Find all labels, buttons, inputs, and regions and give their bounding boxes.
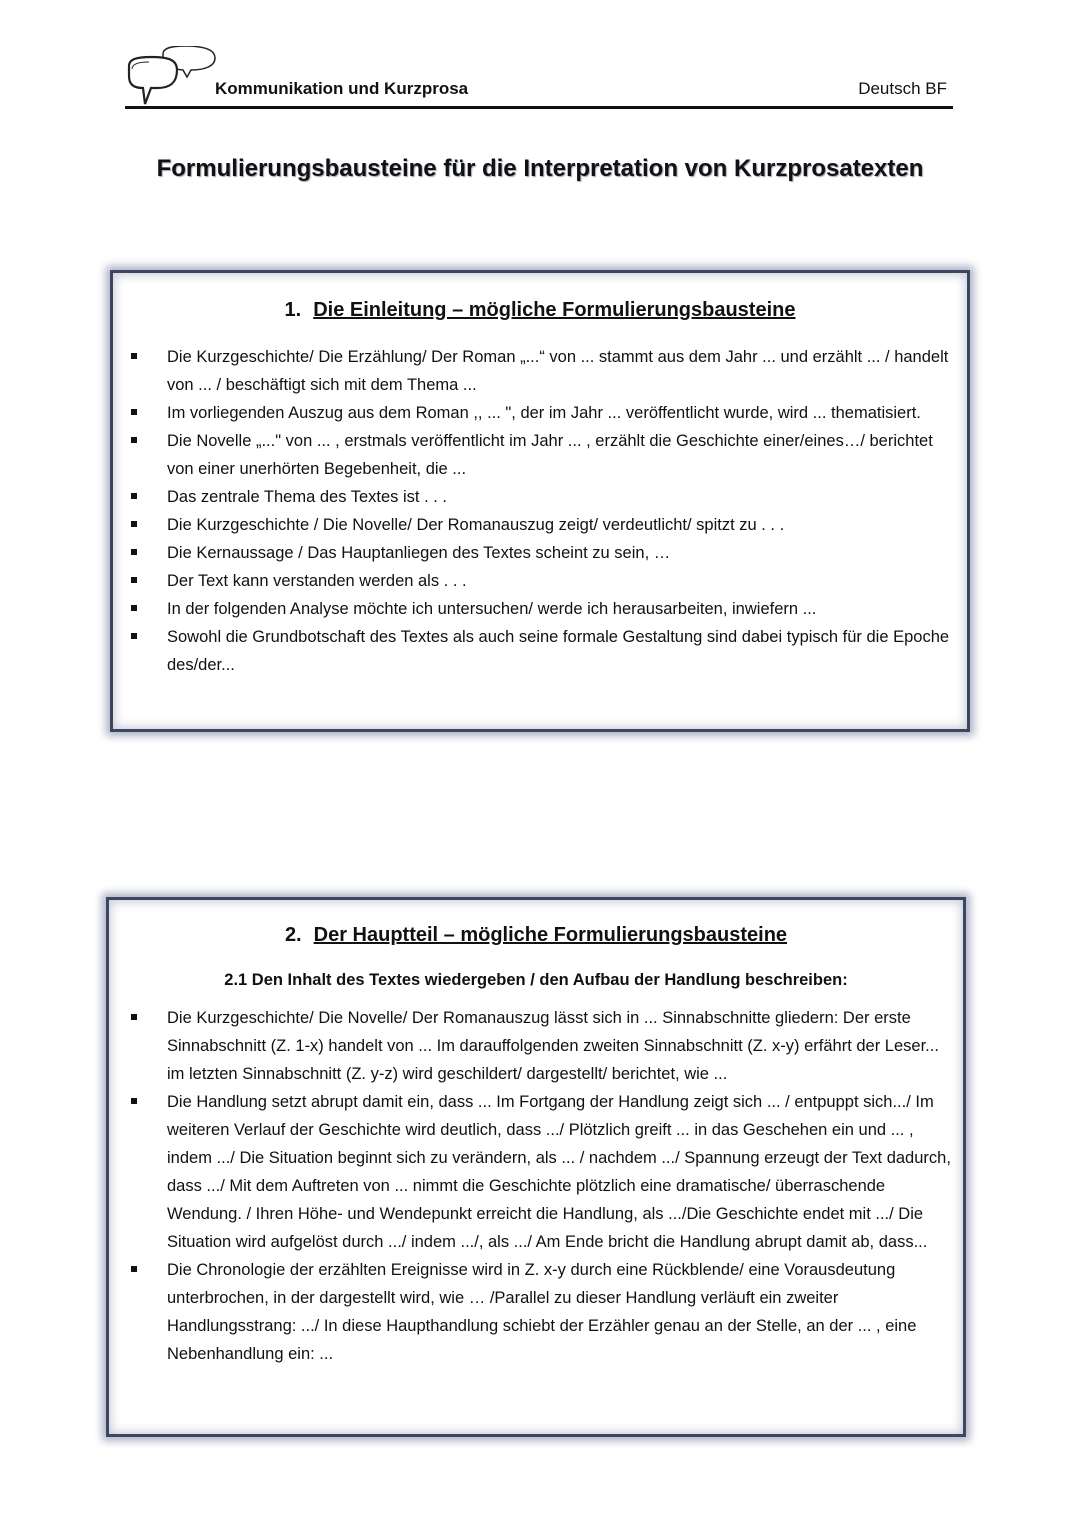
list-item: Die Kernaussage / Das Hauptanliegen des Textes scheint zu sein, … [131, 539, 957, 567]
section-1-title: Die Einleitung – mögliche Formulierungsbausteine [313, 299, 796, 321]
list-item: Die Kurzgeschichte/ Die Erzählung/ Der Roman „...“ von ... stammt aus dem Jahr ... und erzählt ... / handelt von ... / beschäftigt sich mit dem Thema ... [131, 343, 957, 399]
list-item: Das zentrale Thema des Textes ist . . . [131, 483, 957, 511]
section-introduction-box [110, 270, 970, 732]
section-1-number: 1. [284, 299, 302, 321]
header-subject: Deutsch BF [858, 79, 947, 98]
list-item: Die Kurzgeschichte/ Die Novelle/ Der Romanauszug lässt sich in ... Sinnabschnitte gliedern: Der erste Sinnabschnitt (Z. 1-x) handelt von ... Im darauffolgenden zweiten Sinnabschnitt (Z. x-y) erfährt der Leser... im letzten Sinnabschnitt (Z. y-z) wird geschildert/ dargestellt/ berichtet, wie ... [131, 1004, 957, 1088]
section-main-part-box [106, 897, 966, 1437]
section-2-1-subheading: 2.1 Den Inhalt des Textes wiedergeben / den Aufbau der Handlung beschreiben: [224, 971, 848, 989]
section-1-heading [113, 299, 967, 322]
section-2-title: Der Hauptteil – mögliche Formulierungsbausteine [313, 924, 788, 946]
list-item: Im vorliegenden Auszug aus dem Roman ,, ... ", der im Jahr ... veröffentlicht wurde, wird ... thematisiert. [131, 399, 957, 427]
section-2-list [131, 1004, 957, 1368]
list-item: Die Chronologie der erzählten Ereignisse wird in Z. x-y durch eine Rückblende/ eine Vorausdeutung unterbrochen, in der dargestellt wird, wie … /Parallel zu dieser Handlung verläuft ein zweiter Handlungsstrang: .../ In diese Haupthandlung schiebt der Erzähler genau an der Stelle, an der ... , eine Nebenhandlung ein: ... [131, 1256, 957, 1368]
section-1-list [131, 343, 957, 679]
page-header [125, 46, 953, 109]
page-title: Formulierungsbausteine für die Interpretation von Kurzprosatexten [156, 155, 924, 182]
list-item: Die Novelle „..." von ... , erstmals veröffentlicht im Jahr ... , erzählt die Geschichte einer/eines…/ berichtet von einer unerhörten Begebenheit, die ... [131, 427, 957, 483]
section-2-heading [109, 924, 963, 947]
list-item: In der folgenden Analyse möchte ich untersuchen/ werde ich herausarbeiten, inwiefern ... [131, 595, 957, 623]
speech-bubbles-icon [125, 46, 217, 106]
list-item: Die Handlung setzt abrupt damit ein, dass ... Im Fortgang der Handlung zeigt sich ... / entpuppt sich.../ Im weiteren Verlauf der Geschichte wird deutlich, dass .../ Plötzlich greift ... in das Geschehen ein und ... , indem .../ Die Situation beginnt sich zu verändern, als ... / nachdem .../ Spannung erzeugt der Text dadurch, dass .../ Mit dem Auftreten von ... nimmt die Geschichte plötzlich eine dramatische/ überraschende Wendung. / Ihren Höhe- und Wendepunkt erreicht die Handlung, als .../Die Geschichte endet mit .../ Die Situation wird aufgelöst durch .../ indem .../, als .../ Am Ende bricht die Handlung abrupt damit ab, dass... [131, 1088, 957, 1256]
list-item: Sowohl die Grundbotschaft des Textes als auch seine formale Gestaltung sind dabei typisch für die Epoche des/der... [131, 623, 957, 679]
list-item: Der Text kann verstanden werden als . . . [131, 567, 957, 595]
list-item: Die Kurzgeschichte / Die Novelle/ Der Romanauszug zeigt/ verdeutlicht/ spitzt zu . . . [131, 511, 957, 539]
header-title: Kommunikation und Kurzprosa [215, 79, 469, 98]
section-2-number: 2. [284, 924, 302, 946]
